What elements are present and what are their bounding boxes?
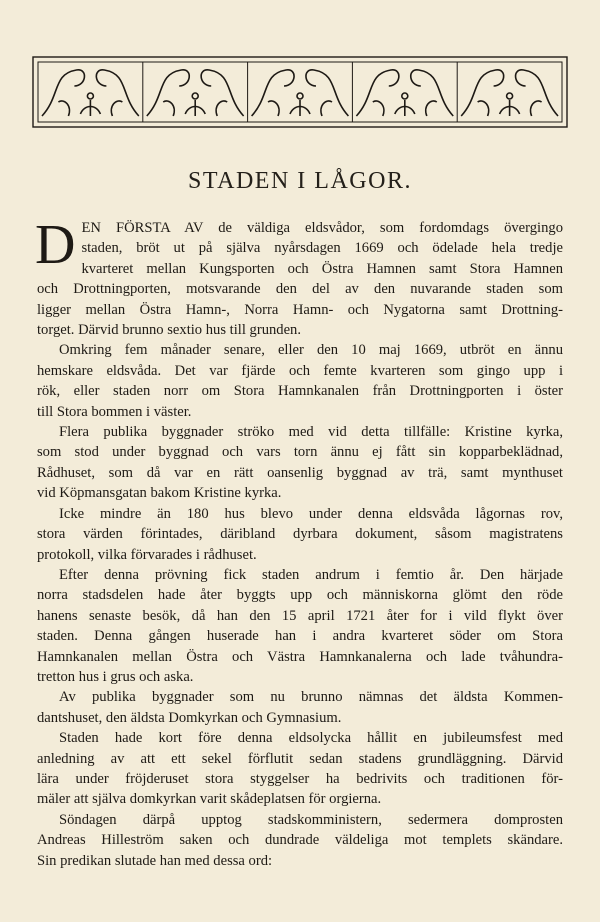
text-line: protokoll, vilka förvarades i rådhuset. <box>37 546 257 563</box>
text-line: hanens senaste besök, då han den 15 april 1721 åter for i vild flykt över <box>37 607 563 624</box>
text-line: Staden hade kort före denna eldsolycka hållit en jubileumsfest med <box>59 730 563 747</box>
paragraph <box>37 687 563 728</box>
art-nouveau-header-ornament <box>32 56 568 128</box>
text-line: Icke mindre än 180 hus blevo under denna eldsvåda lågornas rov, <box>59 505 563 522</box>
text-line: och Drottningporten, motsvarande den del av den nuvarande staden som <box>37 281 563 298</box>
text-line: till Stora bommen i väster. <box>37 403 192 420</box>
text-line: lära under fröjderuset stora styggelser ha bedrivits och traditionen för- <box>37 770 563 787</box>
chapter-title: STADEN I LÅGOR. <box>188 168 412 194</box>
ornament-motif <box>248 62 349 122</box>
paragraph <box>35 214 563 340</box>
text-line: dantshuset, den äldsta Domkyrkan och Gymnasium. <box>37 709 342 726</box>
text-line: kvarteret mellan Kungsporten och Östra Hamnen samt Stora Hamnen <box>81 260 563 277</box>
text-line: hemskare eldsvåda. Det var fjärde och femte kvarteren som gingo upp i <box>37 362 563 379</box>
text-line: Efter denna prövning fick staden andrum i femtio år. Den härjade <box>59 566 563 583</box>
ornament-motif <box>42 70 139 116</box>
text-line: staden, bröt ut på själva nyårsdagen 1669 och ödelade hela tredje <box>81 240 563 257</box>
text-line: mäler att själva domkyrkan varit skådeplatsen för orgierna. <box>37 791 382 808</box>
ornament-frieze <box>32 56 568 128</box>
text-line: Söndagen därpå upptog stadskomministern, sedermera domprosten <box>59 811 563 828</box>
text-line: Rådhuset, som då var en rätt oansenlig byggnad av trä, samt mynthuset <box>37 464 563 481</box>
text-line: vid Köpmansgatan bakom Kristine kyrka. <box>37 485 282 502</box>
ornament-motif <box>143 62 244 122</box>
text-line: ligger mellan Östra Hamn-, Norra Hamn- och Nygatorna samt Drottning- <box>37 301 563 318</box>
text-line: Sin predikan slutade han med dessa ord: <box>37 852 273 869</box>
paragraph <box>37 565 563 687</box>
text-line: som stod under byggnad och vars torn ännu ej fått sin kopparbeklädnad, <box>37 444 563 461</box>
body-text <box>35 214 563 871</box>
drop-cap: D <box>35 214 76 276</box>
text-line: Omkring fem månader senare, eller den 10 maj 1669, utbröt en ännu <box>59 342 563 359</box>
text-line: torget. Därvid brunno sextio hus till grunden. <box>37 322 302 339</box>
text-line: Andreas Hilleström saken och dundrade väldeliga mot templets skändare. <box>37 832 563 849</box>
paragraph <box>37 810 563 871</box>
text-line: tretton hus i grus och aska. <box>37 668 194 685</box>
text-line: staden. Denna gången huserade han i andra kvarteret söder om Stora <box>37 628 563 645</box>
text-line: Av publika byggnader som nu brunno nämnas det äldsta Kommen- <box>59 689 563 706</box>
text-line: norra stadsdelen hade åter byggts upp och människorna glömt den röde <box>37 587 563 604</box>
paragraph <box>37 728 563 810</box>
ornament-motif <box>457 62 558 122</box>
text-line: anledning av att ett sekel förflutit sedan stadens grundläggning. Därvid <box>37 750 563 767</box>
paragraph <box>37 340 563 422</box>
text-line: stora värden förintades, däribland dyrbara dokument, såsom magistratens <box>37 526 563 543</box>
text-line: EN FÖRSTA AV de väldiga eldsvådor, som fordomdags övergingo <box>81 220 563 236</box>
paragraph <box>37 504 563 565</box>
text-line: Hamnkanalen mellan Östra och Västra Hamnkanalerna och lade tvåhundra- <box>37 648 563 665</box>
paragraph <box>37 422 563 504</box>
ornament-motif <box>352 62 453 122</box>
text-line: rök, eller staden norr om Stora Hamnkanalen från Drottningporten i öster <box>37 383 563 400</box>
text-line: Flera publika byggnader ströko med vid detta tillfälle: Kristine kyrka, <box>59 424 563 441</box>
